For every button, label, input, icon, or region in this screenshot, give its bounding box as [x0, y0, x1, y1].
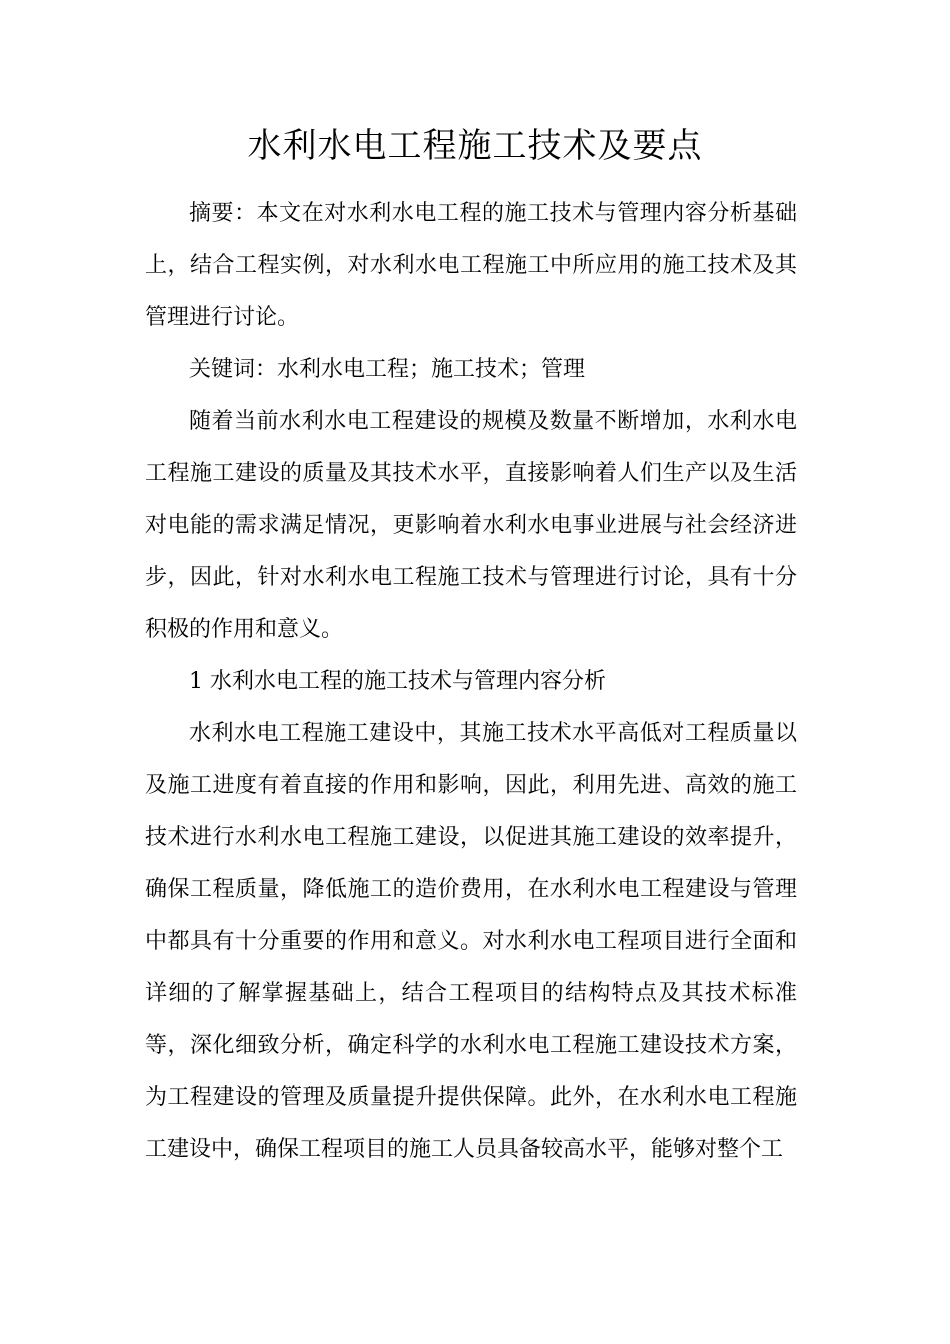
- section-heading: 1 水利水电工程的施工技术与管理内容分析: [189, 669, 606, 694]
- document-body: [145, 188, 797, 1176]
- section-paragraph: 水利水电工程施工建设中，其施工技术水平高低对工程质量以及施工进度有着直接的作用和影响，因此，利用先进、高效的施工技术进行水利水电工程施工建设，以促进其施工建设的效率提升，确保工程质量，降低施工的造价费用，在水利水电工程建设与管理中都具有十分重要的作用和意义。对水利水电工程项目进行全面和详细的了解掌握基础上，结合工程项目的结构特点及其技术标准等，深化细致分析，确定科学的水利水电工程施工建设技术方案，为工程建设的管理及质量提升提供保障。此外，在水利水电工程施工建设中，确保工程项目的施工人员具备较高水平，能够对整个工: [145, 721, 797, 1162]
- keywords-paragraph: 关键词：水利水电工程；施工技术；管理: [189, 357, 586, 382]
- document-title: 水利水电工程施工技术及要点: [247, 126, 703, 166]
- intro-paragraph: 随着当前水利水电工程建设的规模及数量不断增加，水利水电工程施工建设的质量及其技术水平，直接影响着人们生产以及生活对电能的需求满足情况，更影响着水利水电事业进展与社会经济进步，因此，针对水利水电工程施工技术与管理进行讨论，具有十分积极的作用和意义。: [145, 409, 797, 642]
- abstract-paragraph: 摘要：本文在对水利水电工程的施工技术与管理内容分析基础上，结合工程实例，对水利水电工程施工中所应用的施工技术及其管理进行讨论。: [145, 201, 797, 330]
